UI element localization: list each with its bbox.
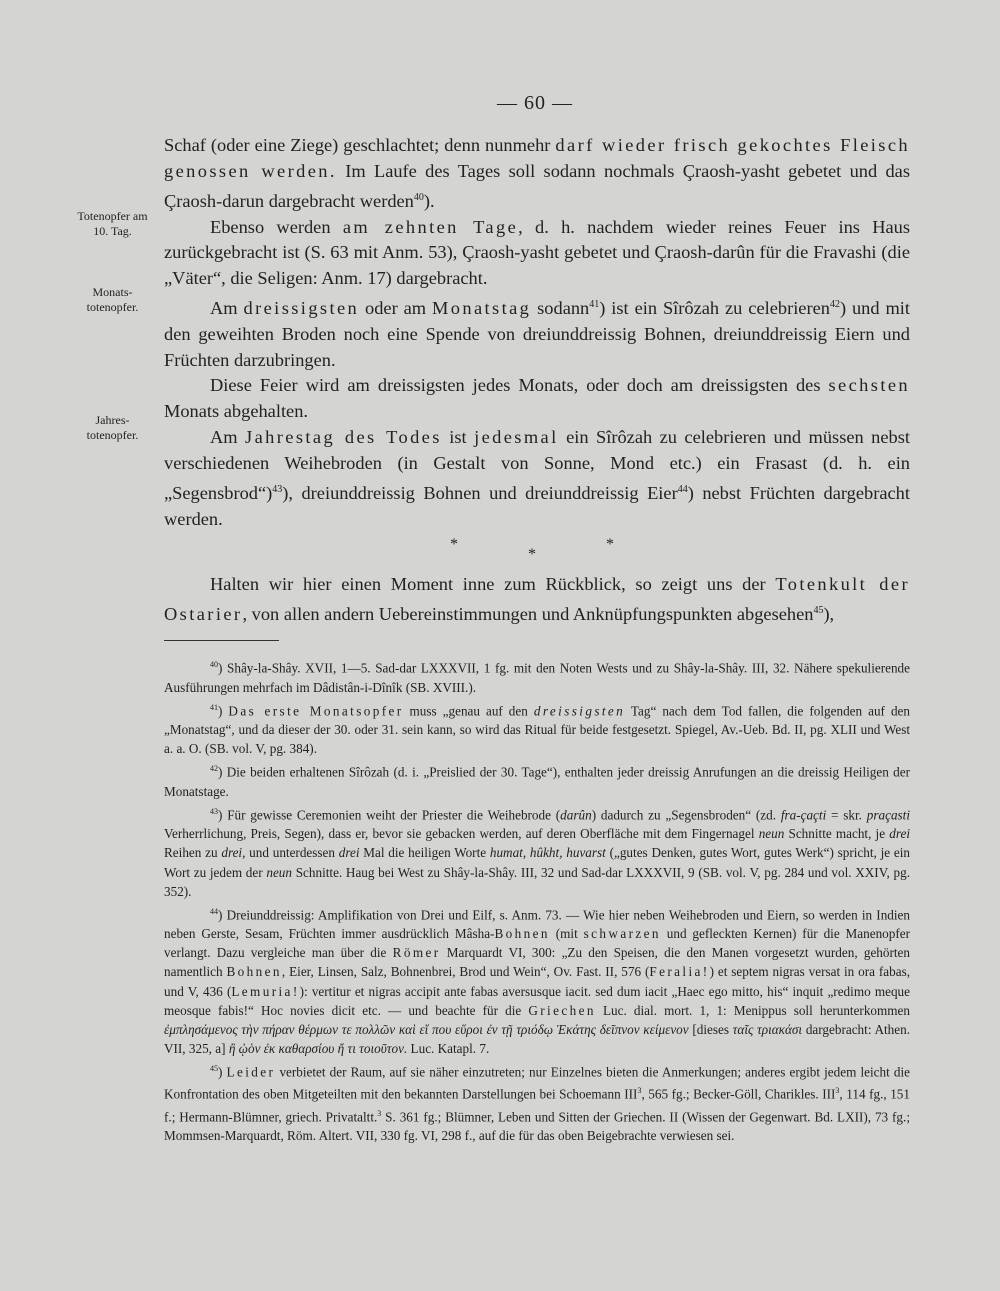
footnote-ref: 45 xyxy=(813,605,824,617)
spaced-emphasis: sechsten xyxy=(828,375,910,396)
asterisk: * xyxy=(450,536,458,554)
spaced-emphasis: Monatstag xyxy=(432,298,532,319)
footnote-40: $^{40}$) Shây-la-Shây. XVII, 1—5. Sad-dar LXXXVII, 1 fg. mit den Noten Wests und zu Shây-la-Shây. III, 32. Nähere spekulierende Ausführungen mehrfach im Dâdistân-i-Dînîk (SB. XVIII.). xyxy=(164,660,910,695)
footnote-ref: 41 xyxy=(589,298,600,310)
section-break-asterisks xyxy=(164,532,910,568)
spaced-emphasis: Jahrestag des Todes xyxy=(245,427,442,448)
spaced-emphasis: darf wieder frisch gekochtes Fleisch genossen werden. xyxy=(164,135,911,181)
spaced-emphasis: Totenkult der Ostarier xyxy=(164,574,910,625)
spaced-emphasis: dreissigsten xyxy=(243,298,360,319)
main-text xyxy=(164,133,910,1146)
margin-note-yearly: Jahres-totenopfer. xyxy=(86,413,139,442)
page-number: — 60 — xyxy=(497,92,573,114)
footnote-ref: 42 xyxy=(829,298,840,310)
paragraph-6: Halten wir hier einen Moment inne zum Rückblick, so zeigt uns der Totenkult der Ostarier, von allen andern Uebereinstimmungen und Anknüpfungspunkten abgesehen$^{45}$), xyxy=(164,574,910,625)
paragraph-2: Ebenso werden am zehnten Tage, d. h. nachdem wieder reines Feuer ins Haus zurückgebracht ist (S. 63 mit Anm. 53), Çraosh-yasht gebetet und Çraosh-darûn für die Fravashi (die „Väter“, die Seligen: Anm. 17) dargebracht. xyxy=(164,216,910,289)
paragraph-3: Am dreissigsten oder am Monatstag sodann$^{41}$) ist ein Sîrôzah zu celebrieren$^{42}$) und mit den geweihten Broden noch eine Spende von dreiunddreissig Bohnen, dreiunddreissig Eiern und Früchten darzubringen. xyxy=(164,298,910,370)
paragraph-5: Am Jahrestag des Todes ist jedesmal ein Sîrôzah zu celebrieren und müssen nebst verschiedenen Weihebroden (in Gestalt von Sonne, Mond etc.) ein Frasast (d. h. ein „Segensbrod“)$^{43}$), dreiunddreissig Bohnen und dreiunddreissig Eier$^{44}$) nebst Früchten dargebracht werden. xyxy=(164,427,910,529)
footnote-43: $^{43}$) Für gewisse Ceremonien weiht der Priester die Weihebrode (darûn) dadurch zu „Segensbroden“ (zd. fra-çaçti = skr. praçasti Verherrlichung, Preis, Segen), dass er, bevor sie gebacken werden, auf deren Oberfläche mit dem Fingernagel neun Schnitte macht, je drei Reihen zu drei, und unterdessen drei Mal die heiligen Worte humat, hûkht, huvarst („gutes Denken, gutes Wort, gutes Werk“) spricht, je ein Wort zu jedem der neun Schnitte. Haug bei West zu Shây-la-Shây. III, 32 und Sad-dar LXXXVII, 9 (SB. vol. V, pg. 284 und vol. XXIV, pg. 352). xyxy=(164,806,911,899)
margin-note-monthly: Monats-totenopfer. xyxy=(86,285,139,314)
asterisk: * xyxy=(606,536,614,554)
spaced-emphasis: am zehnten Tage xyxy=(342,216,519,237)
paragraph-4: Diese Feier wird am dreissigsten jedes Monats, oder doch am dreissigsten des sechsten Monats abgehalten. xyxy=(164,375,910,422)
footnote-separator xyxy=(164,640,279,641)
footnotes xyxy=(164,655,910,1145)
footnote-44: $^{44}$) Dreiunddreissig: Amplifikation von Drei und Eilf, s. Anm. 73. — Wie hier neben Weihebroden und Eiern, so werden in Indien neben Gerste, Sesam, Früchten immer ausdrücklich Mâsha-Bohnen (mit schwarzen und gefleckten Kernen) für die Manenopfer verlangt. Dazu vergleiche man über die Römer Marquardt VI, 300: „Zu den Speisen, die den Manen vorgesetzt wurden, gehörten namentlich Bohnen, Eier, Linsen, Salz, Bohnenbrei, Brod und Wein“, Ov. Fast. II, 576 (Feralia!) et septem nigras versat in ora fabas, und V, 436 (Lemuria!): vertitur et nigras accipit ante fabas aversusque iacit. sed dum iacit „Haec ego mitto, his“ inquit „redimo meque meosque fabis!“ Hoc novies dicit etc. — und beachte für die Griechen Luc. dial. mort. 1, 1: Menippus soll herunterkommen ἐμπλησάμενος τὴν πήραν θέρμων τε πολλῶν καὶ εἴ που εὕροι ἐν τῇ τριόδῳ Ἑκάτης δεῖπνον κείμενον [dieses ταῖς τριακάσι dargebracht: Athen. VII, 325, a] ἢ ᾠὸν ἐκ καθαρσίου ἤ τι τοιοῦτον. Luc. Katapl. 7. xyxy=(164,906,911,1056)
footnote-ref: 43 xyxy=(272,483,283,495)
margin-note-10th-day: Totenopfer am 10. Tag. xyxy=(77,209,148,238)
spaced-emphasis: jedesmal xyxy=(474,427,559,448)
asterisk: * xyxy=(528,546,536,564)
paragraph-1: Schaf (oder eine Ziege) geschlachtet; denn nunmehr darf wieder frisch gekochtes Fleisch genossen werden. Im Laufe des Tages soll sodann nochmals Çraosh-yasht gebetet und das Çraosh-darun dargebracht werden$^{40}$). xyxy=(164,135,911,211)
footnote-41: $^{41}$) Das erste Monatsopfer muss „genau auf den dreissigsten Tag“ nach dem Tod fallen, die folgenden auf den „Monatstag“, und da dieser der 30. oder 31. sein kann, so wird das Ritual für beide festgesetzt. Spiegel, Av.-Ueb. Bd. II, pg. XLII und West a. a. O. (SB. vol. V, pg. 384). xyxy=(164,702,910,757)
footnote-ref: 40 xyxy=(413,191,424,203)
footnote-42: $^{42}$) Die beiden erhaltenen Sîrôzah (d. i. „Preislied der 30. Tage“), enthalten jeder dreissig Anrufungen an die dreissig Heiligen der Monatstage. xyxy=(164,764,910,799)
footnote-45: $^{45}$) Leider verbietet der Raum, auf sie näher einzutreten; nur Einzelnes bieten die Anmerkungen; anderes ergibt jedem leicht die Konfrontation des oben Mitgeteilten mit den bekannten Darstellungen bei Schoemann III$^3$, 565 fg.; Becker-Göll, Charikles. III$^3$, 114 fg., 151 f.; Hermann-Blümner, griech. Privataltt.$^3$ S. 361 fg.; Blümner, Leben und Sitten der Griechen. II (Wissen der Gegenwart. Bd. LXII), 73 fg.; Mommsen-Marquardt, Röm. Altert. VII, 330 fg. VI, 298 f., auf die für das oben Beigebrachte verwiesen sei. xyxy=(164,1063,910,1144)
footnote-ref: 44 xyxy=(677,483,688,495)
